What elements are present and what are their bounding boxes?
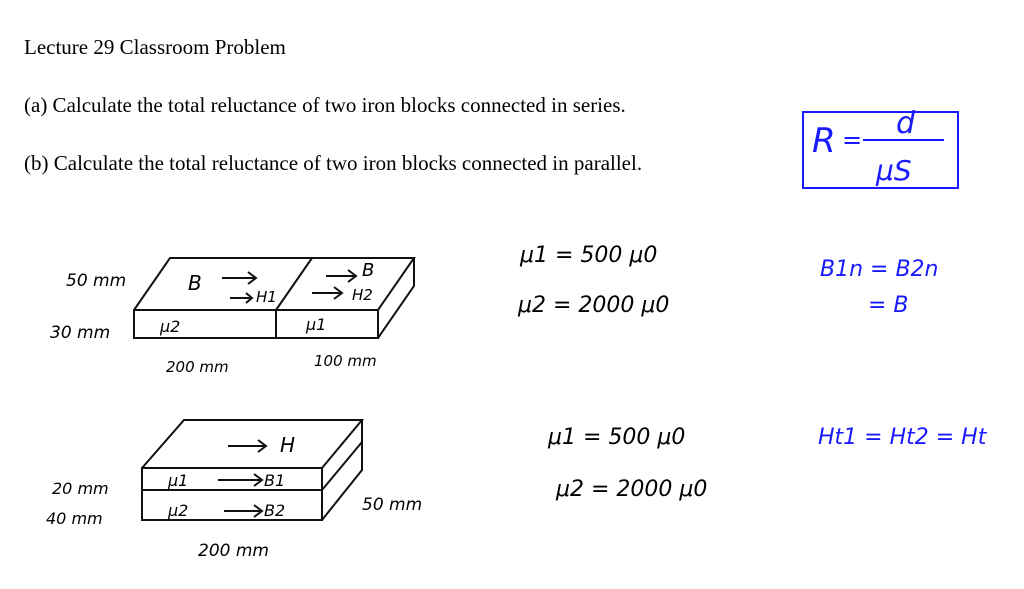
label-h1: H1 — [256, 288, 277, 306]
boundary-condition-b-equals: = B — [868, 293, 909, 318]
label-mu2-bottom: μ2 — [168, 501, 189, 520]
formula-lhs: R — [812, 121, 836, 161]
parallel-side-face — [322, 420, 362, 520]
series-mu2-equation: μ2 = 2000 μ0 — [518, 293, 670, 318]
label-b2: B2 — [264, 501, 286, 520]
formula-eq: = — [842, 126, 863, 154]
parallel-mu2-equation: μ2 = 2000 μ0 — [556, 477, 708, 502]
label-length-200: 200 mm — [166, 358, 229, 376]
arrow-b-right — [326, 270, 356, 282]
arrow-h1 — [230, 293, 252, 303]
label-b-right: B — [362, 260, 375, 281]
label-height-30: 30 mm — [50, 323, 111, 343]
label-length-200-parallel: 200 mm — [198, 541, 269, 561]
arrow-h2 — [312, 287, 342, 299]
label-mu1-top: μ1 — [168, 471, 189, 490]
arrow-b1 — [218, 474, 262, 486]
boundary-condition-h: Ht1 = Ht2 = Ht — [818, 425, 987, 450]
parallel-mu1-equation: μ1 = 500 μ0 — [548, 425, 686, 450]
series-divider-top — [276, 258, 312, 310]
question-a: (a) Calculate the total reluctance of two iron blocks connected in series. — [24, 93, 626, 117]
parallel-divider-side — [322, 442, 362, 490]
formula-numerator: d — [896, 106, 916, 141]
label-b-left: B — [188, 271, 202, 295]
label-length-100: 100 mm — [314, 352, 377, 370]
arrow-h-top — [228, 440, 266, 452]
label-depth-50: 50 mm — [66, 271, 127, 291]
page-title: Lecture 29 Classroom Problem — [24, 35, 286, 59]
arrow-b2 — [224, 505, 262, 517]
label-depth-50-parallel: 50 mm — [362, 495, 423, 515]
arrow-b-left — [222, 272, 256, 284]
label-h2: H2 — [352, 286, 373, 304]
series-side-face — [378, 258, 414, 338]
label-h-top: H — [280, 433, 296, 457]
formula-denominator: μS — [876, 154, 912, 187]
label-height-40: 40 mm — [46, 509, 103, 528]
parallel-top-face — [142, 420, 362, 468]
question-b: (b) Calculate the total reluctance of two iron blocks connected in parallel. — [24, 151, 643, 175]
boundary-condition-b: B1n = B2n — [820, 257, 939, 282]
series-mu1-equation: μ1 = 500 μ0 — [520, 243, 658, 268]
label-mu1-block: μ1 — [306, 315, 327, 334]
label-b1: B1 — [264, 471, 286, 490]
label-height-20: 20 mm — [52, 479, 109, 498]
label-mu2-block: μ2 — [160, 317, 181, 336]
